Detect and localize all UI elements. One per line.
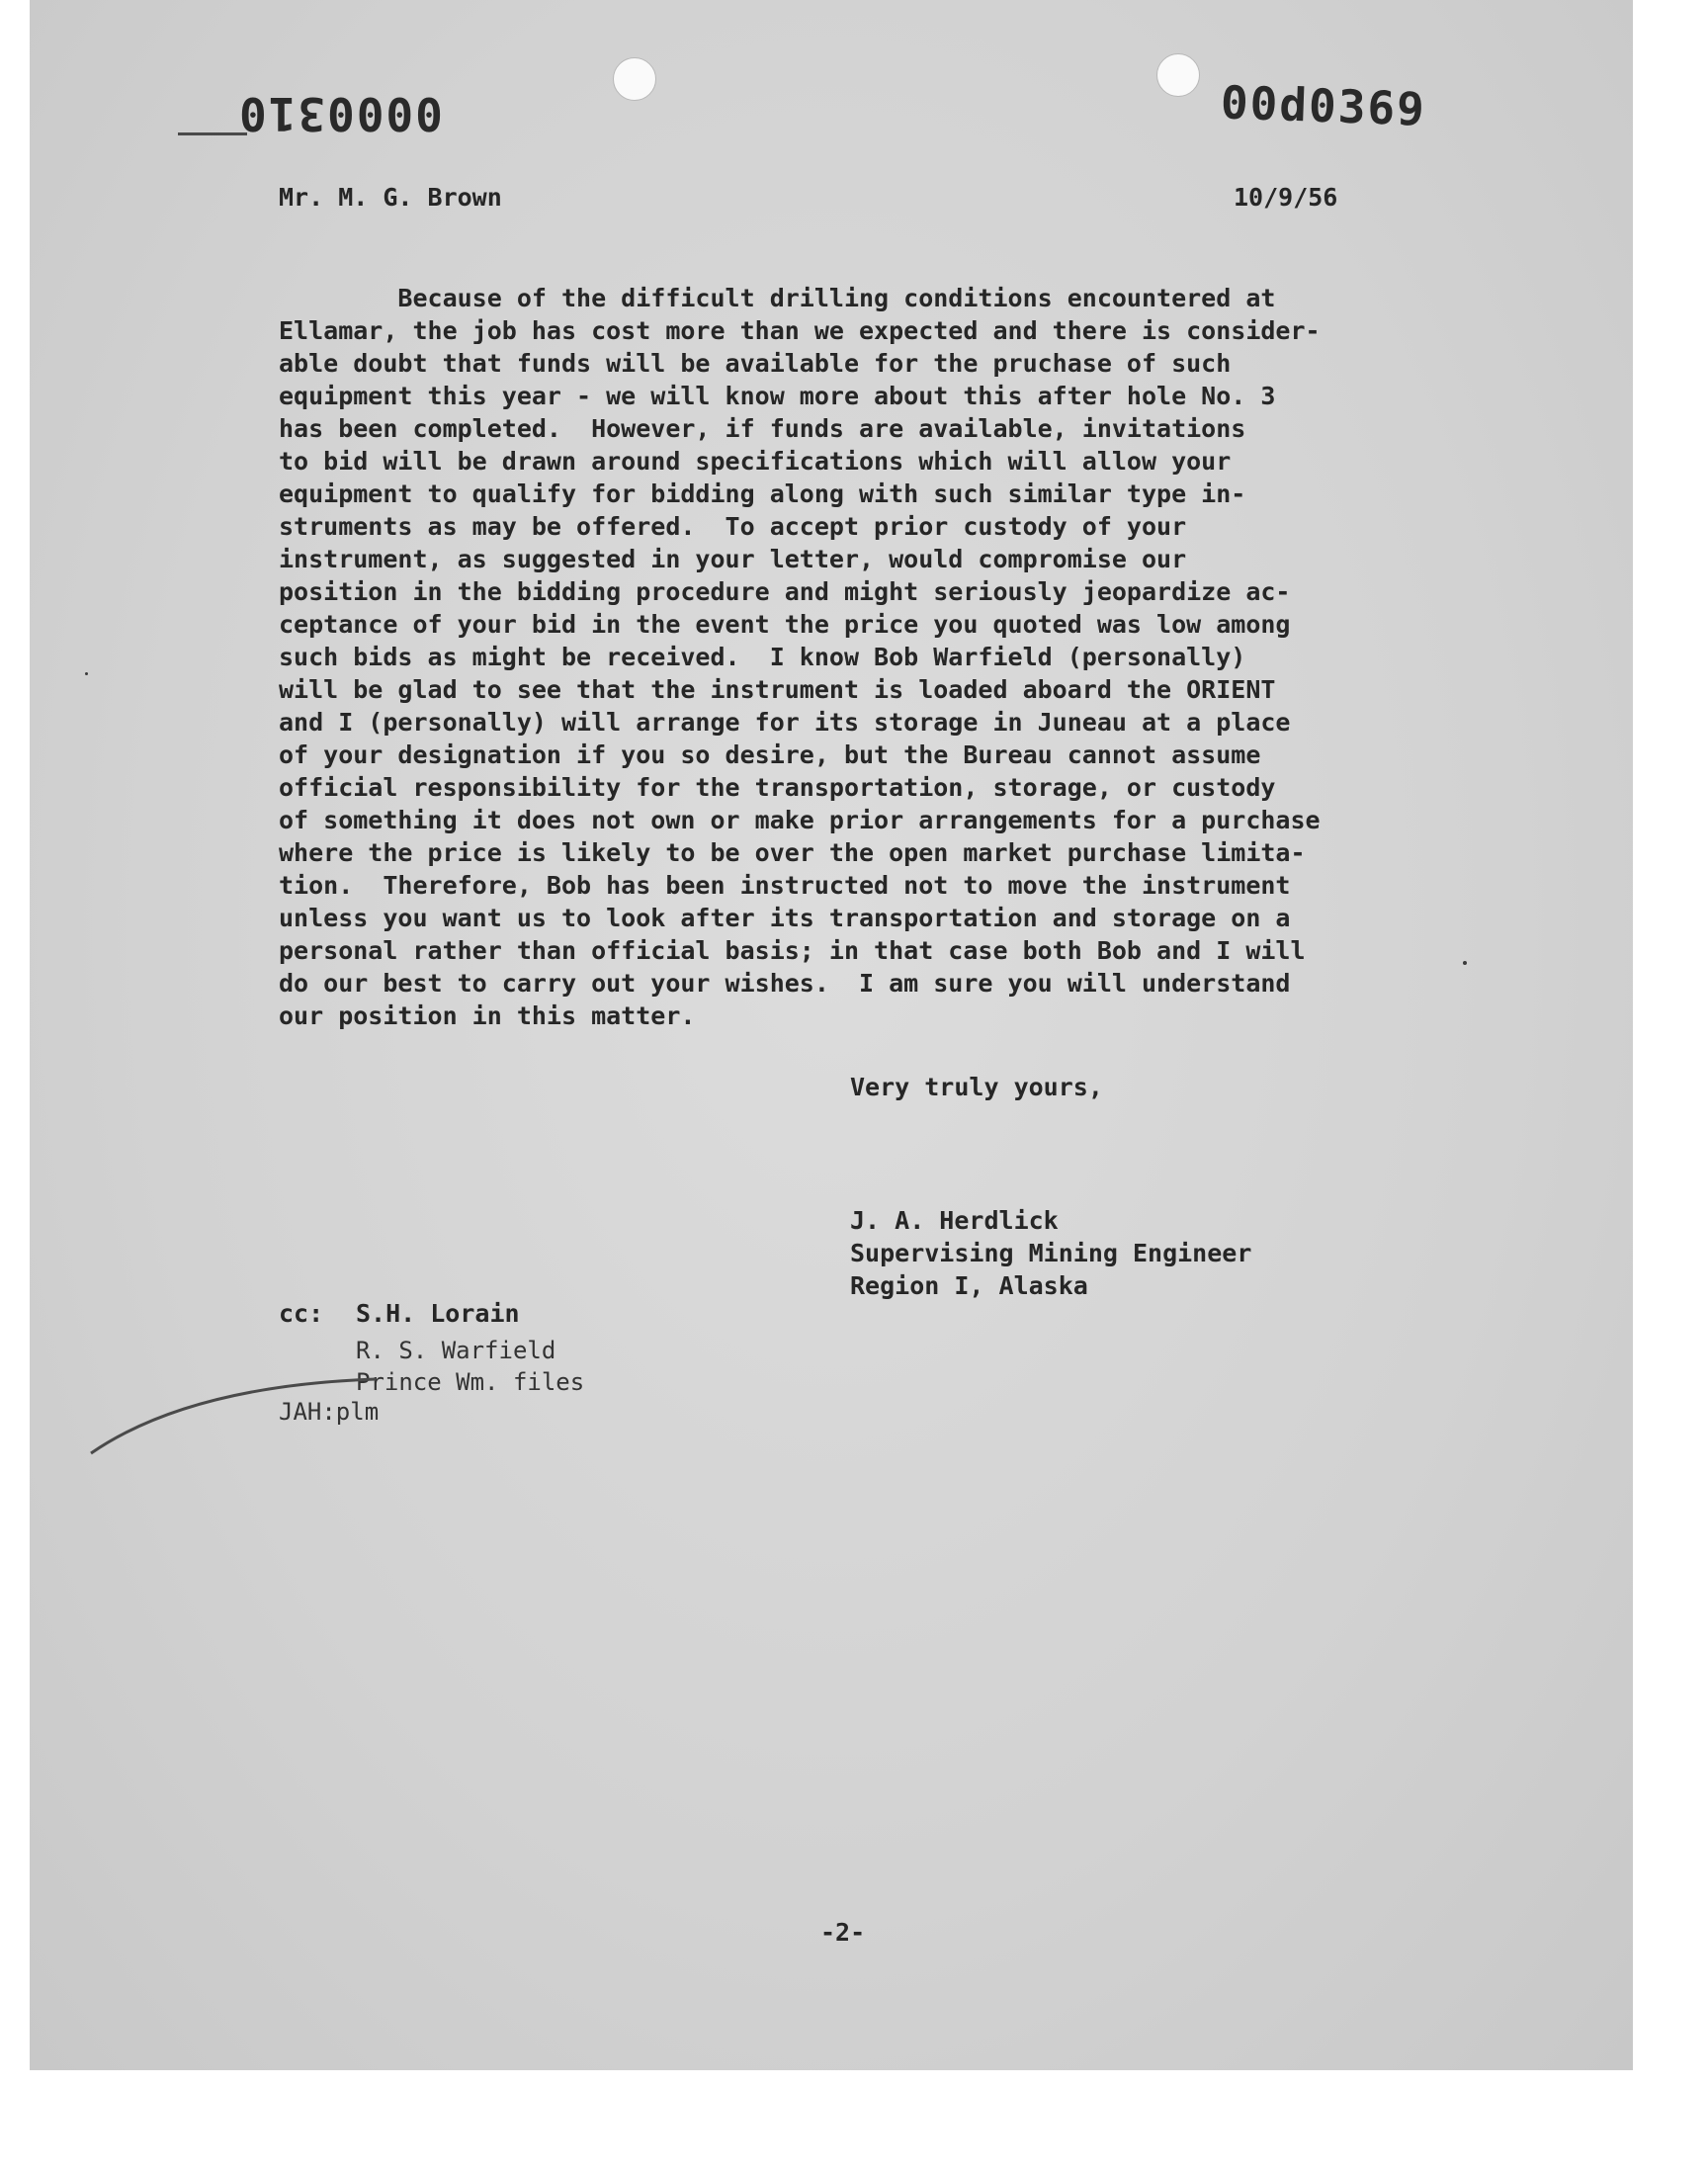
letter-date: 10/9/56 (1234, 183, 1338, 212)
body-line: our position in this matter. (279, 1001, 696, 1030)
cc-list (356, 1335, 584, 1398)
cc-recipient: S.H. Lorain (356, 1299, 520, 1328)
body-line: Because of the difficult drilling conditions encountered at (279, 284, 1276, 312)
body-line: such bids as might be received. I know Bob Warfield (personally) (279, 643, 1246, 671)
body-line: official responsibility for the transportation, storage, or custody (279, 773, 1276, 802)
margin-dot (85, 672, 88, 675)
addressee: Mr. M. G. Brown (279, 183, 502, 212)
body-line: struments as may be offered. To accept prior custody of your (279, 512, 1187, 541)
body-line: unless you want us to look after its transportation and storage on a (279, 904, 1291, 932)
body-line: tion. Therefore, Bob has been instructed not to move the instrument (279, 871, 1291, 900)
signer-title: Supervising Mining Engineer (850, 1239, 1252, 1267)
body-line: of your designation if you so desire, but the Bureau cannot assume (279, 740, 1261, 769)
letter-body (279, 282, 1524, 1032)
signer-name: J. A. Herdlick (850, 1206, 1059, 1235)
body-line: has been completed. However, if funds are available, invitations (279, 414, 1246, 443)
body-line: instrument, as suggested in your letter, would compromise our (279, 545, 1187, 573)
bleed-through-text (316, 1048, 1298, 1143)
body-line: equipment to qualify for bidding along with such similar type in- (279, 479, 1246, 508)
body-line: where the price is likely to be over the open market purchase limita- (279, 838, 1306, 867)
pencil-arrow-mark (89, 1359, 385, 1458)
page-number: -2- (820, 1918, 866, 1947)
body-line: personal rather than official basis; in that case both Bob and I will (279, 936, 1306, 965)
document-number-stamp-right: 00d0369 (1220, 75, 1427, 136)
punch-hole-left (613, 57, 656, 101)
body-line: will be glad to see that the instrument is loaded aboard the ORIENT (279, 675, 1276, 704)
signature-block (850, 1204, 1251, 1302)
document-page (30, 0, 1633, 2070)
punch-hole-right (1156, 53, 1200, 97)
body-line: to bid will be drawn around specifications which will allow your (279, 447, 1232, 476)
body-line: and I (personally) will arrange for its storage in Juneau at a place (279, 708, 1291, 737)
cc-recipient: R. S. Warfield (356, 1337, 556, 1364)
body-line: able doubt that funds will be available for the pruchase of such (279, 349, 1232, 378)
cc-recipient: Prince Wm. files (356, 1368, 585, 1396)
body-line: position in the bidding procedure and might seriously jeopardize ac- (279, 577, 1291, 606)
typist-initials: JAH:plm (279, 1398, 380, 1426)
closing: Very truly yours, (850, 1073, 1103, 1101)
body-line: ceptance of your bid in the event the price you quoted was low among (279, 610, 1291, 639)
body-line: equipment this year - we will know more about this after hole No. 3 (279, 382, 1276, 410)
body-line: Ellamar, the job has cost more than we expected and there is consider- (279, 316, 1321, 345)
document-number-stamp-left: 0000310 (237, 87, 443, 140)
margin-dot (1463, 961, 1467, 965)
body-line: of something it does not own or make prior arrangements for a purchase (279, 806, 1321, 834)
cc-label: cc: (279, 1299, 324, 1328)
signer-region: Region I, Alaska (850, 1271, 1088, 1300)
body-line: do our best to carry out your wishes. I am sure you will understand (279, 969, 1291, 998)
